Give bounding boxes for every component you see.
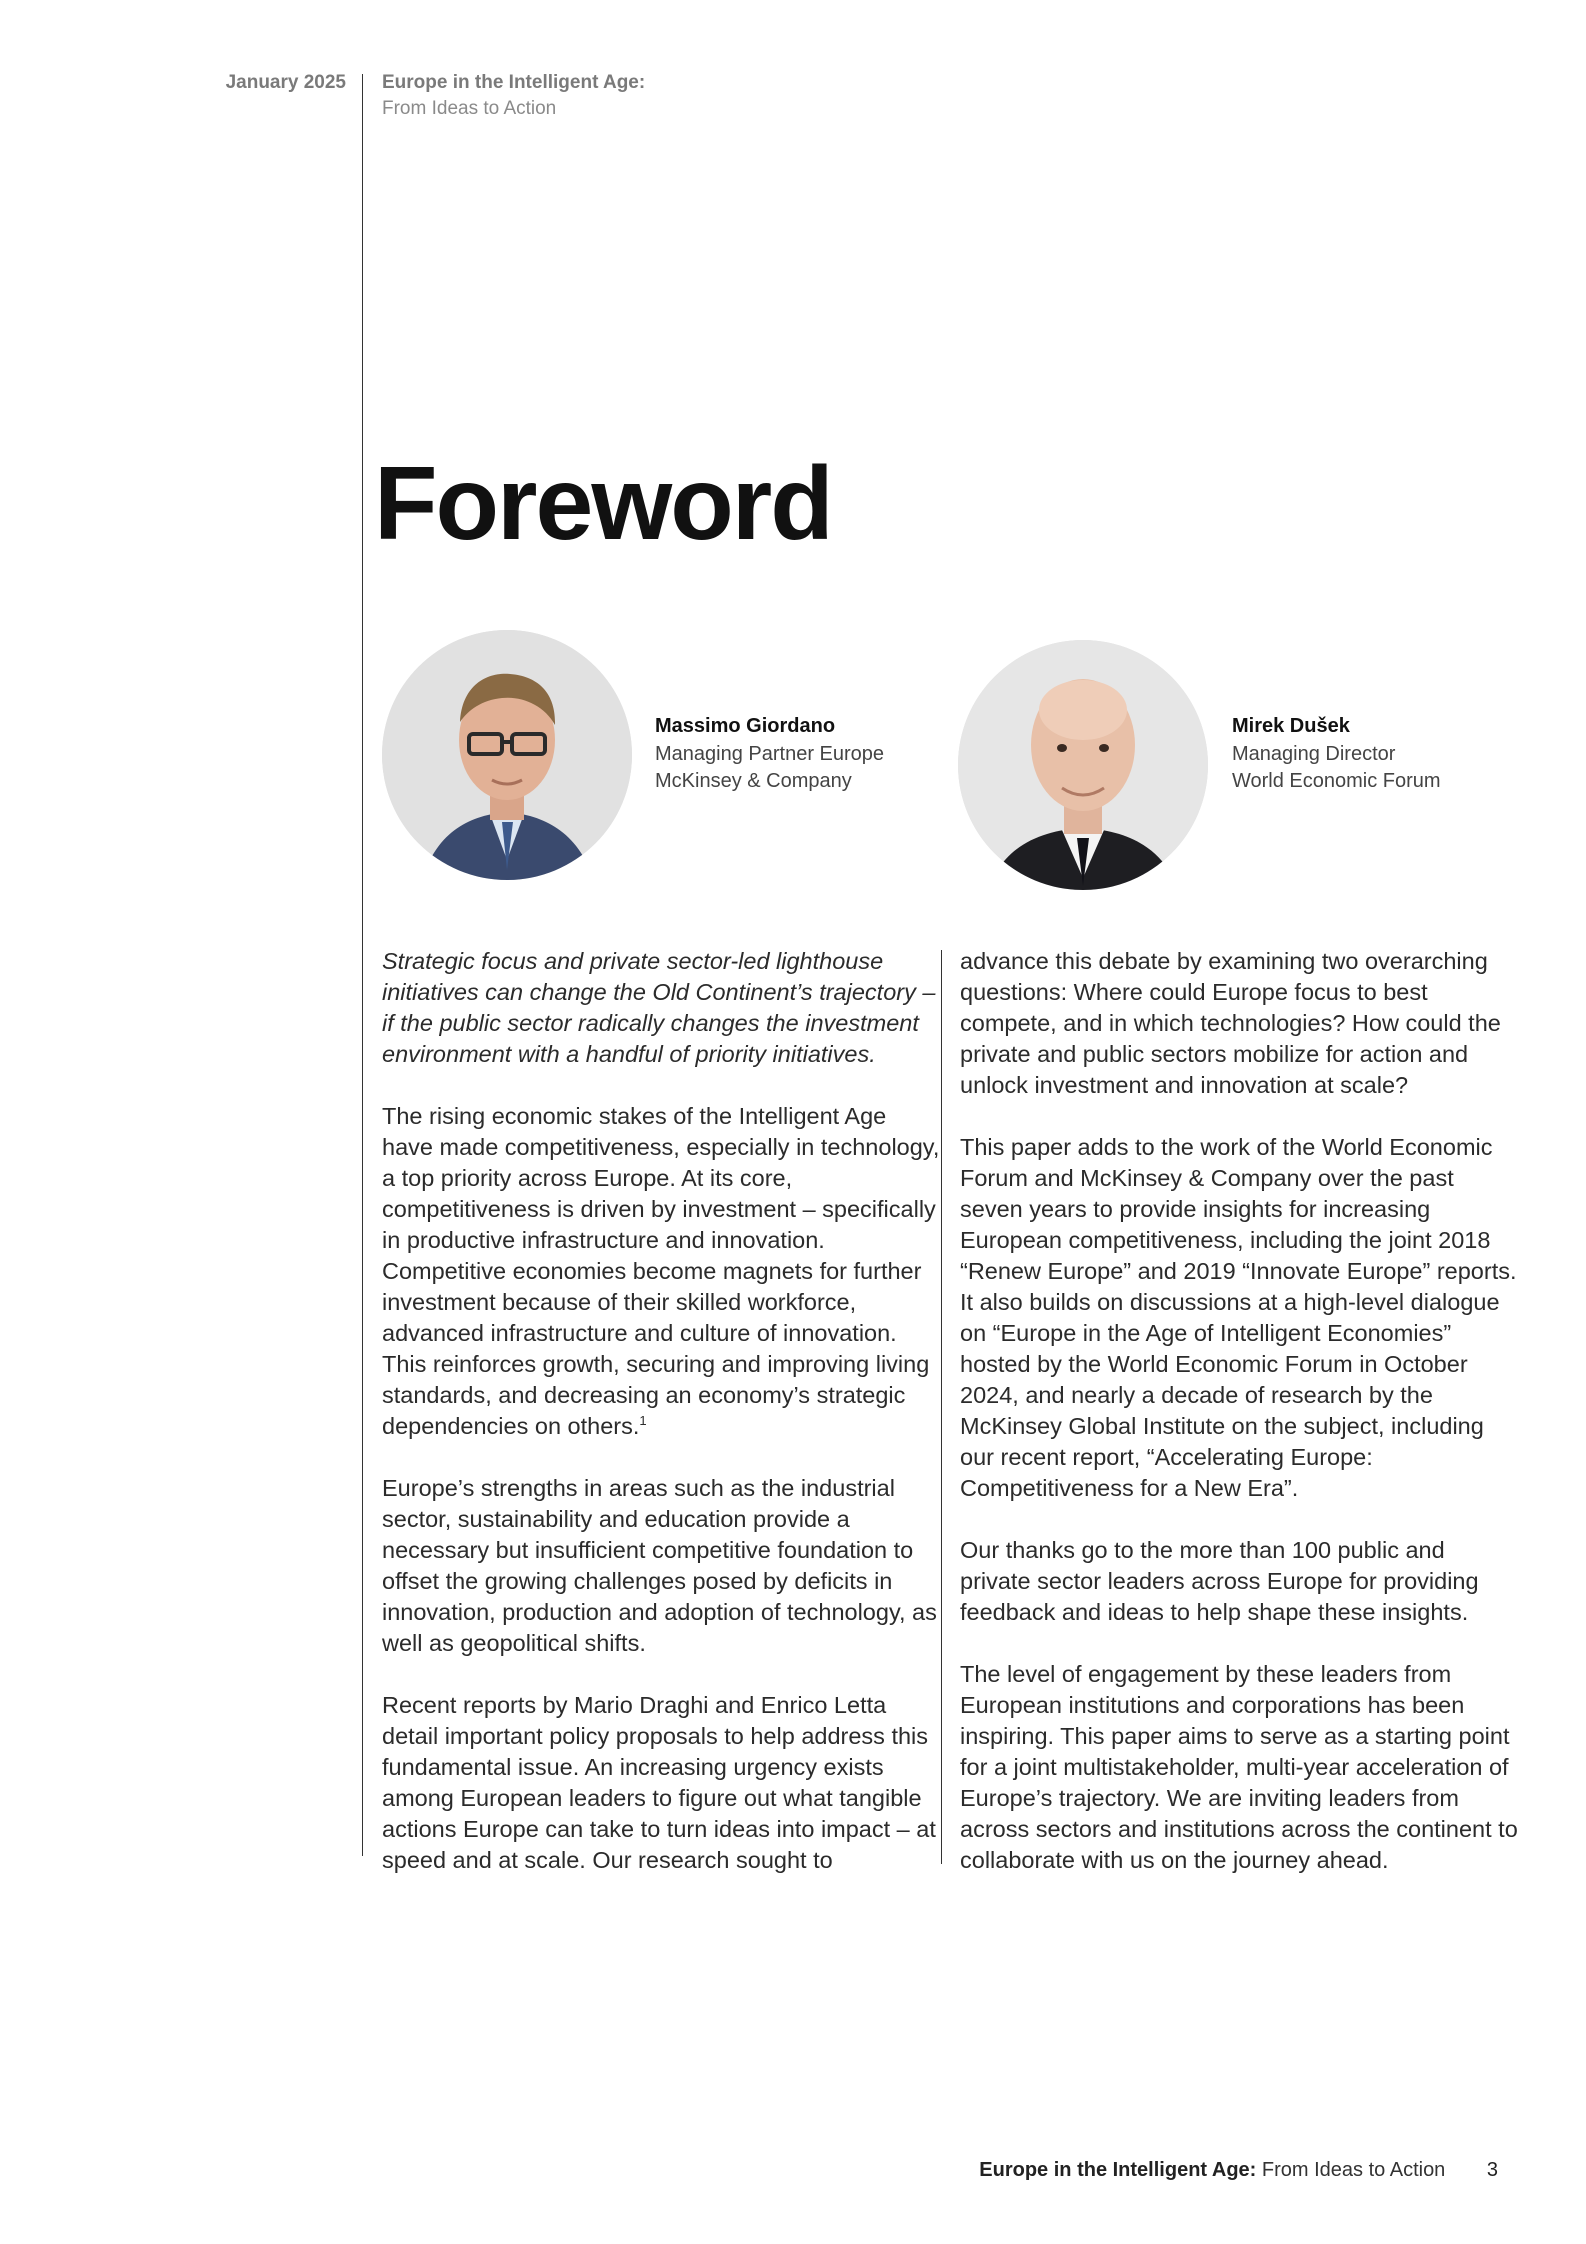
author-photo-giordano: [382, 630, 632, 880]
person-portrait-icon: [382, 630, 632, 880]
body-paragraph: This paper adds to the work of the World Economic Forum and McKinsey & Company over the past seven years to provide insights for increasing European competitiveness, including the joint 2018 “Renew Europe” and 2019 “Innovate Europe” reports. It also builds on discussions at a high-level dialogue on “Europe in the Age of Intelligent Economies” hosted by the World Economic Forum in October 2024, and nearly a decade of research by the McKinsey Global Institute on the subject, including our recent report, “Accelerating Europe: Competitiveness for a New Era”.: [960, 1134, 1517, 1501]
column-divider: [941, 950, 942, 1864]
header-date: January 2025: [225, 72, 346, 93]
header-subtitle: From Ideas to Action: [382, 98, 557, 119]
left-column: [382, 946, 942, 1907]
right-column: [960, 946, 1520, 1907]
header-title: Europe in the Intelligent Age:: [382, 72, 646, 93]
body-paragraph: Recent reports by Mario Draghi and Enrico Letta detail important policy proposals to help address this fundamental issue. An increasing urgency exists among European leaders to figure out what tangible actions Europe can take to turn ideas into impact – at speed and at scale. Our research sought to: [382, 1692, 936, 1873]
page-title: Foreword: [374, 446, 832, 562]
header-divider: [362, 74, 363, 1856]
author-role: Managing Director: [1232, 743, 1396, 765]
body-paragraph: The level of engagement by these leaders from European institutions and corporations has been inspiring. This paper aims to serve as a starting point for a joint multistakeholder, multi-year acceleration of Europe’s trajectory. We are inviting leaders from across sectors and institutions across the continent to collaborate with us on the journey ahead.: [960, 1661, 1518, 1873]
author-organization: World Economic Forum: [1232, 770, 1441, 792]
author-organization: McKinsey & Company: [655, 770, 852, 792]
page-number: 3: [1486, 2159, 1498, 2181]
body-paragraph: Europe’s strengths in areas such as the industrial sector, sustainability and education provide a necessary but insufficient competitive foundation to offset the growing challenges posed by deficits in innovation, production and adoption of technology, as well as geopolitical shifts.: [382, 1475, 937, 1656]
person-portrait-icon: [958, 640, 1208, 890]
author-name: Mirek Dušek: [1232, 715, 1350, 737]
footnote-marker: 1: [639, 1413, 647, 1429]
body-paragraph: The rising economic stakes of the Intelligent Age have made competitiveness, especially in technology, a top priority across Europe. At its core, competitiveness is driven by investment – specifically in productive infrastructure and innovation. Competitive economies become magnets for further investment because of their skilled workforce, advanced infrastructure and culture of innovation. This reinforces growth, securing and improving living standards, and decreasing an economy’s strategic dependencies on others.$^1$: [382, 1103, 940, 1439]
author-name: Massimo Giordano: [655, 715, 836, 737]
footer-title-bold: Europe in the Intelligent Age:: [979, 2159, 1257, 2181]
lead-paragraph: Strategic focus and private sector-led lighthouse initiatives can change the Old Continent’s trajectory – if the public sector radically changes the investment environment with a handful of priority initiatives.: [382, 948, 936, 1067]
body-paragraph: Our thanks go to the more than 100 public and private sector leaders across Europe for providing feedback and ideas to help shape these insights.: [960, 1537, 1479, 1625]
author-photo-dusek: [958, 640, 1208, 890]
footer-title: From Ideas to Action: [1261, 2159, 1446, 2181]
author-role: Managing Partner Europe: [655, 743, 885, 765]
footer: [979, 2159, 1498, 2182]
body-paragraph: advance this debate by examining two overarching questions: Where could Europe focus to best compete, and in which technologies? How could the private and public sectors mobilize for action and unlock investment and innovation at scale?: [960, 948, 1501, 1098]
